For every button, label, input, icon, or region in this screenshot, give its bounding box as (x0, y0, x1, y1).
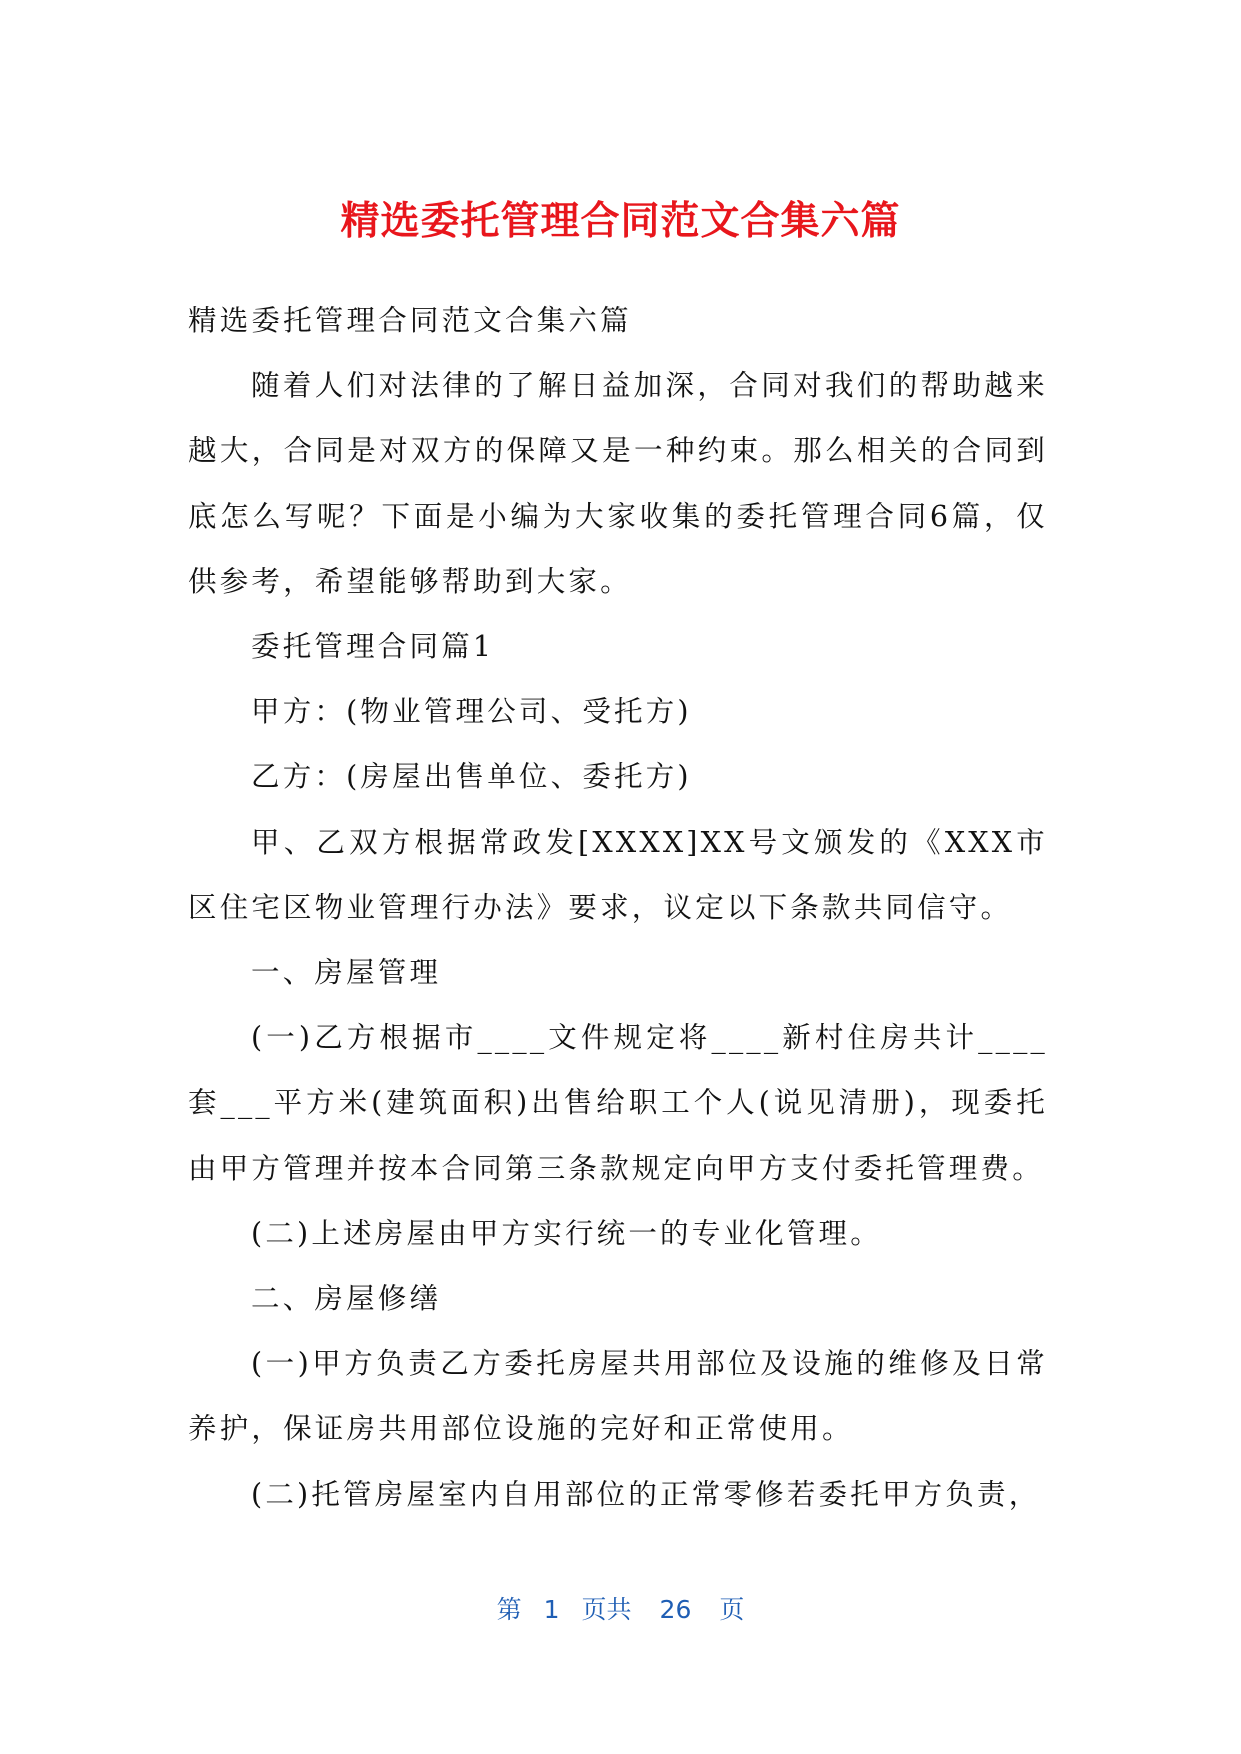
footer-prefix: 第 (496, 1595, 522, 1624)
paragraph: (一)乙方根据市____文件规定将____新村住房共计____套___平方米(建筑面积)出售给职工个人(说见清册)，现委托由甲方管理并按本合同第三条款规定向甲方支付委托管理费。 (188, 1021, 1048, 1185)
section-heading: 一、房屋管理 (251, 956, 442, 990)
paragraph: 随着人们对法律的了解日益加深，合同对我们的帮助越来越大，合同是对双方的保障又是一种约束。那么相关的合同到底怎么写呢？下面是小编为大家收集的委托管理合同6篇，仅供参考，希望能够帮助到大家。 (188, 369, 1048, 598)
paragraph: 精选委托管理合同范文合集六篇 (188, 304, 632, 337)
footer-current-page: 1 (543, 1595, 560, 1624)
document-body (188, 288, 1048, 1527)
paragraph: 甲、乙双方根据常政发[XXXX]XX号文颁发的《XXX市区住宅区物业管理行办法》要求，议定以下条款共同信守。 (188, 825, 1048, 924)
paragraph: (二)托管房屋室内自用部位的正常零修若委托甲方负责， (251, 1477, 1041, 1511)
paragraph: 乙方：(房屋出售单位、委托方) (251, 760, 692, 794)
paragraph: 委托管理合同篇1 (251, 630, 495, 664)
footer-total-pages: 26 (659, 1595, 692, 1624)
paragraph: (二)上述房屋由甲方实行统一的专业化管理。 (251, 1216, 882, 1250)
paragraph: 甲方：(物业管理公司、受托方) (251, 695, 692, 729)
document-title: 精选委托管理合同范文合集六篇 (340, 199, 901, 244)
paragraph: (一)甲方负责乙方委托房屋共用部位及设施的维修及日常养护，保证房共用部位设施的完好和正常使用。 (188, 1347, 1048, 1446)
footer-suffix: 页 (719, 1595, 745, 1624)
footer-middle: 页共 (581, 1595, 632, 1624)
section-heading: 二、房屋修缮 (251, 1282, 442, 1316)
page-footer (0, 1592, 1241, 1628)
